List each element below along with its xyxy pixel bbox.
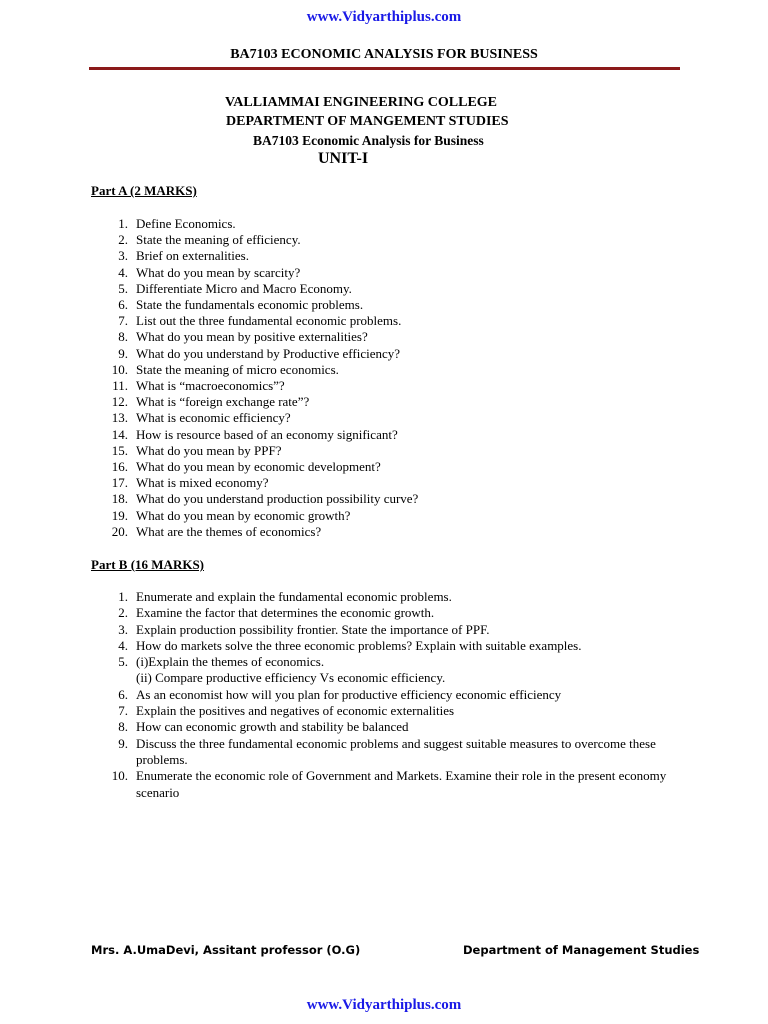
question-text: What do you understand production possibility curve? (136, 491, 419, 507)
question-text: What do you mean by economic development? (136, 459, 381, 475)
question-item (118, 232, 418, 248)
question-text: List out the three fundamental economic problems. (136, 313, 402, 329)
question-text: Differentiate Micro and Macro Economy. (136, 280, 352, 296)
question-item (118, 621, 676, 638)
question-item (118, 654, 676, 670)
question-item (111, 361, 418, 378)
question-text: What do you understand by Productive efficiency? (136, 345, 401, 361)
footer-author: Mrs. A.UmaDevi, Assitant professor (O.G) (91, 943, 361, 957)
question-text: (ii) Compare productive efficiency Vs economic efficiency. (136, 670, 446, 686)
question-text: As an economist how will you plan for productive efficiency economic efficiency (136, 686, 562, 702)
question-text: How can economic growth and stability be balanced (136, 719, 409, 735)
part-b-question-list (111, 589, 676, 801)
question-number: 12. (111, 394, 128, 410)
question-text: What is economic efficiency? (136, 410, 291, 426)
question-item (118, 297, 418, 313)
question-text: State the fundamentals economic problems. (136, 297, 364, 313)
question-item (118, 686, 676, 703)
question-number: 5. (118, 654, 128, 670)
question-item (118, 216, 418, 232)
question-number: 8. (118, 329, 128, 345)
question-number: 2. (118, 605, 128, 621)
question-item (136, 670, 676, 686)
question-item (118, 280, 418, 297)
part-b-heading: Part B (16 MARKS) (91, 557, 205, 572)
question-item (118, 329, 418, 345)
question-number: 4. (118, 637, 128, 653)
question-number: 15. (111, 442, 128, 458)
question-number: 18. (111, 491, 128, 507)
question-item (111, 475, 418, 491)
question-text: Enumerate the economic role of Government and Markets. Examine their role in the present economy scenario (136, 768, 667, 800)
part-a-heading: Part A (2 MARKS) (91, 183, 197, 198)
question-item (111, 507, 418, 524)
course-title: BA7103 Economic Analysis for Business (253, 133, 484, 148)
question-text: What is mixed economy? (136, 475, 269, 491)
question-text: What is “foreign exchange rate”? (136, 394, 310, 410)
question-number: 10. (111, 768, 128, 784)
question-text: Explain the positives and negatives of economic externalities (136, 703, 455, 719)
question-text: Enumerate and explain the fundamental economic problems. (136, 589, 452, 604)
part-a-question-list (111, 216, 419, 540)
question-item (111, 442, 418, 459)
question-number: 20. (111, 523, 128, 539)
question-number: 19. (111, 507, 128, 523)
question-text: State the meaning of efficiency. (136, 232, 301, 248)
question-text: What are the themes of economics? (136, 523, 322, 539)
question-item (111, 523, 418, 540)
question-text: What do you mean by scarcity? (136, 264, 301, 280)
question-item (111, 426, 418, 443)
question-item (111, 459, 418, 475)
question-item (118, 735, 676, 769)
question-number: 13. (111, 410, 128, 426)
question-item (111, 768, 676, 801)
question-number: 14. (111, 426, 128, 442)
question-item (118, 703, 676, 719)
question-item (111, 394, 418, 410)
question-item (111, 491, 419, 507)
question-item (118, 313, 418, 329)
footer-department: Department of Management Studies (463, 943, 700, 957)
question-number: 7. (118, 703, 128, 719)
question-number: 5. (118, 280, 128, 296)
question-number: 9. (118, 735, 128, 751)
question-item (111, 410, 418, 426)
question-number: 10. (111, 361, 128, 377)
question-item (118, 719, 676, 735)
question-item (118, 605, 676, 621)
question-item (118, 345, 418, 362)
question-number: 6. (118, 297, 128, 313)
site-url-header[interactable]: www.Vidyarthiplus.com (306, 9, 462, 25)
question-text: How do markets solve the three economic problems? Explain with suitable examples. (136, 637, 582, 653)
question-text: What do you mean by PPF? (136, 442, 282, 458)
college-block (225, 93, 509, 150)
question-item (118, 248, 418, 264)
question-number: 6. (118, 686, 128, 702)
header-divider (89, 67, 680, 70)
question-text: What is “macroeconomics”? (136, 378, 285, 394)
question-number: 1. (118, 589, 128, 604)
question-number: 16. (111, 459, 128, 475)
question-text: Examine the factor that determines the economic growth. (136, 605, 435, 621)
question-number: 3. (118, 621, 128, 637)
question-item (118, 637, 676, 654)
question-item (118, 589, 676, 605)
question-text: Discuss the three fundamental economic problems and suggest suitable measures to overcome these problems. (136, 735, 656, 767)
question-number: 17. (111, 475, 128, 491)
college-name: VALLIAMMAI ENGINEERING COLLEGE (225, 95, 498, 110)
question-number: 11. (112, 378, 128, 394)
site-url-footer[interactable]: www.Vidyarthiplus.com (306, 997, 462, 1013)
unit-title: UNIT-I (318, 150, 369, 167)
question-text: How is resource based of an economy significant? (136, 426, 398, 442)
question-item (112, 378, 418, 394)
question-number: 3. (118, 248, 128, 264)
question-text: What do you mean by positive externalities? (136, 329, 368, 345)
question-text: Explain production possibility frontier. State the importance of PPF. (136, 621, 490, 637)
question-number: 9. (118, 345, 128, 361)
question-text: What do you mean by economic growth? (136, 507, 351, 523)
department-name: DEPARTMENT OF MANGEMENT STUDIES (226, 114, 509, 129)
question-number: 1. (118, 216, 128, 231)
question-number: 8. (118, 719, 128, 735)
question-text: Brief on externalities. (136, 248, 249, 264)
question-number: 4. (118, 264, 128, 280)
question-text: Define Economics. (136, 216, 236, 231)
question-number: 7. (118, 313, 128, 329)
question-item (118, 264, 418, 281)
question-text: State the meaning of micro economics. (136, 361, 339, 377)
document-title: BA7103 ECONOMIC ANALYSIS FOR BUSINESS (230, 47, 538, 62)
question-text: (i)Explain the themes of economics. (136, 654, 325, 670)
question-number: 2. (118, 232, 128, 248)
